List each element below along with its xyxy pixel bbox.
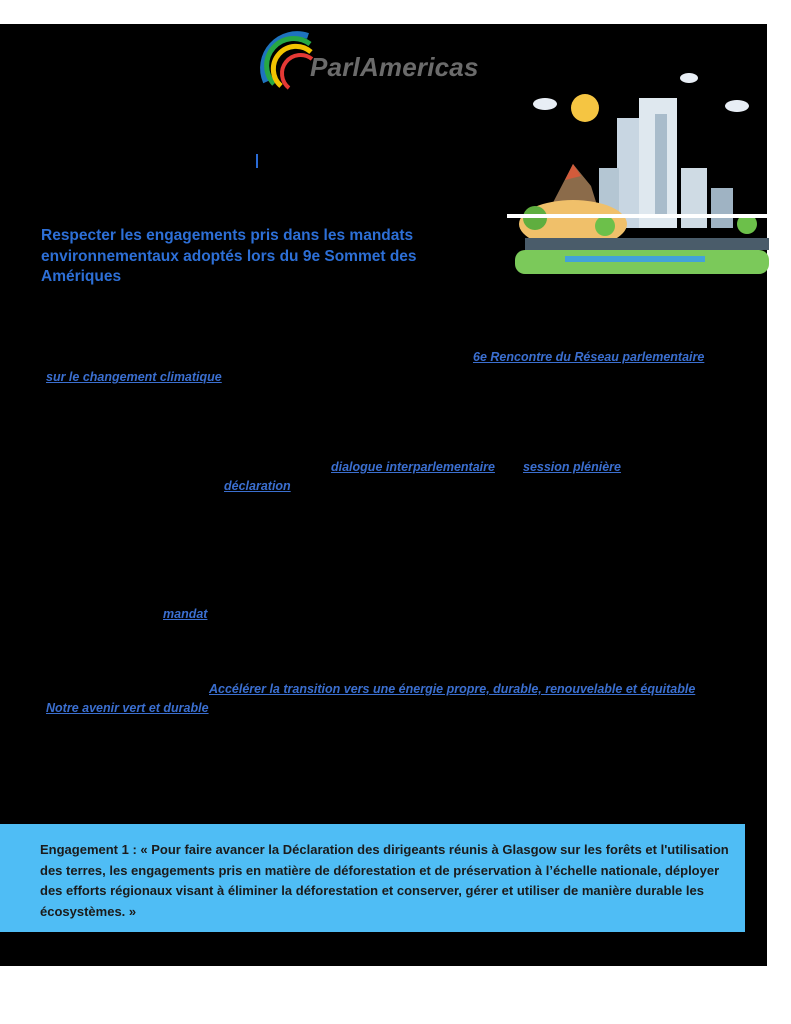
link-dialogue-interparlementaire[interactable]: dialogue interparlementaire — [331, 460, 495, 474]
link-notre-avenir[interactable]: Notre avenir vert et durable — [46, 701, 209, 715]
parlamericas-arc-logo-icon — [258, 28, 318, 100]
document-page — [0, 24, 767, 966]
link-declaration[interactable]: déclaration — [224, 479, 291, 493]
green-city-illustration-icon — [505, 68, 769, 278]
link-accelerer-transition[interactable]: Accélérer la transition vers une énergie propre, durable, renouvelable et équitable — [209, 682, 696, 696]
link-rencontre-reseau[interactable]: 6e Rencontre du Réseau parlementaire — [473, 350, 705, 364]
brand-name: ParlAmericas — [310, 52, 479, 82]
parlamericas-logo — [258, 28, 508, 100]
document-title: Respecter les engagements pris dans les mandats environnementaux adoptés lors du 9e Sommet des Amériques — [41, 227, 417, 285]
engagement-callout — [0, 824, 745, 932]
divider-bar — [256, 154, 258, 168]
link-changement-climatique[interactable]: sur le changement climatique — [46, 370, 222, 384]
engagement-text: Engagement 1 : « Pour faire avancer la Déclaration des dirigeants réunis à Glasgow sur les forêts et l'utilisation des terres, les engagements pris en matière de déforestation et de préservation à l’échelle nationale, déployer des efforts régionaux visant à éliminer la déforestation et conserver, gérer et utiliser de manière durable les écosystèmes. » — [40, 842, 729, 919]
link-session-pleniere[interactable]: session plénière — [523, 460, 621, 474]
link-mandat[interactable]: mandat — [163, 607, 208, 621]
